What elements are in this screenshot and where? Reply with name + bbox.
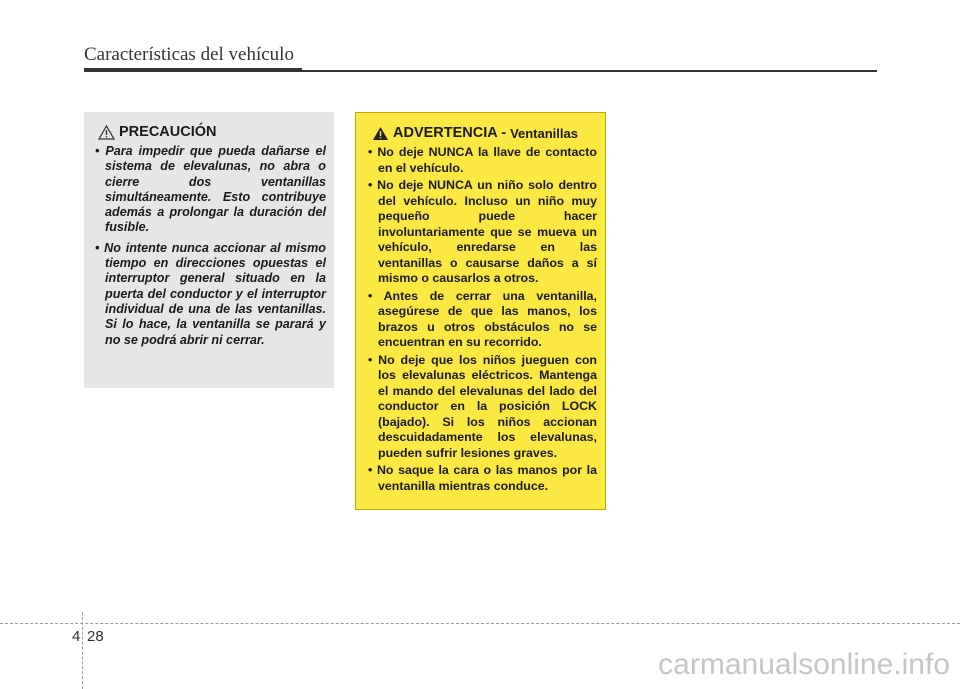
warning-title: ADVERTENCIA - bbox=[393, 125, 507, 141]
warning-list bbox=[364, 145, 597, 494]
warning-item-2: • No deje NUNCA un niño solo dentro del vehículo. Incluso un niño muy pequeño puede hacer involuntariamente que se mueva un vehículo, enredarse en las ventanillas o causarse daños a sí mismo o causarlos a otros. bbox=[368, 178, 597, 285]
footer-divider bbox=[82, 612, 83, 689]
caution-item-1: • Para impedir que pueda dañarse el sistema de elevalunas, no abra o cierre dos ventanillas simultáneamente. Esto contribuye además a prolongar la duración del fusible. bbox=[95, 144, 326, 235]
page-number: 28 bbox=[87, 628, 104, 645]
caution-item-2: • No intente nunca accionar al mismo tiempo en direcciones opuestas el interruptor general situado en la puerta del conductor y el interruptor individual de una de las ventanillas. Si lo hace, la ventanilla se parará y no se podrá abrir ni cerrar. bbox=[95, 240, 326, 347]
caution-title-row bbox=[98, 124, 326, 140]
warning-item-3: • Antes de cerrar una ventanilla, asegúrese de que las manos, los brazos u otros obstáculos no se encuentran en su recorrido. bbox=[368, 288, 597, 349]
warning-triangle-filled-icon bbox=[372, 126, 389, 141]
page-chapter: 4 bbox=[72, 628, 81, 645]
warning-item-5: • No saque la cara o las manos por la ventanilla mientras conduce. bbox=[368, 463, 597, 493]
caution-list bbox=[92, 144, 326, 348]
caution-box bbox=[84, 112, 334, 388]
warning-triangle-outline-icon bbox=[98, 125, 115, 140]
warning-box bbox=[355, 112, 606, 510]
warning-title-row bbox=[372, 125, 597, 141]
watermark: carmanualsonline.info bbox=[658, 648, 950, 681]
header-title: Características del vehículo bbox=[84, 44, 294, 65]
caution-title: PRECAUCIÓN bbox=[119, 124, 217, 140]
footer-rule bbox=[0, 623, 960, 624]
header-rule bbox=[84, 70, 877, 72]
warning-item-1: • No deje NUNCA la llave de contacto en el vehículo. bbox=[368, 145, 597, 175]
warning-subtitle: Ventanillas bbox=[510, 125, 578, 141]
warning-item-4: • No deje que los niños jueguen con los elevalunas eléctricos. Mantenga el mando del elevalunas del lado del conductor en la posición LOCK (bajado). Si los niños accionan descuidadamente los elevalunas, pueden sufrir lesiones graves. bbox=[368, 352, 597, 460]
